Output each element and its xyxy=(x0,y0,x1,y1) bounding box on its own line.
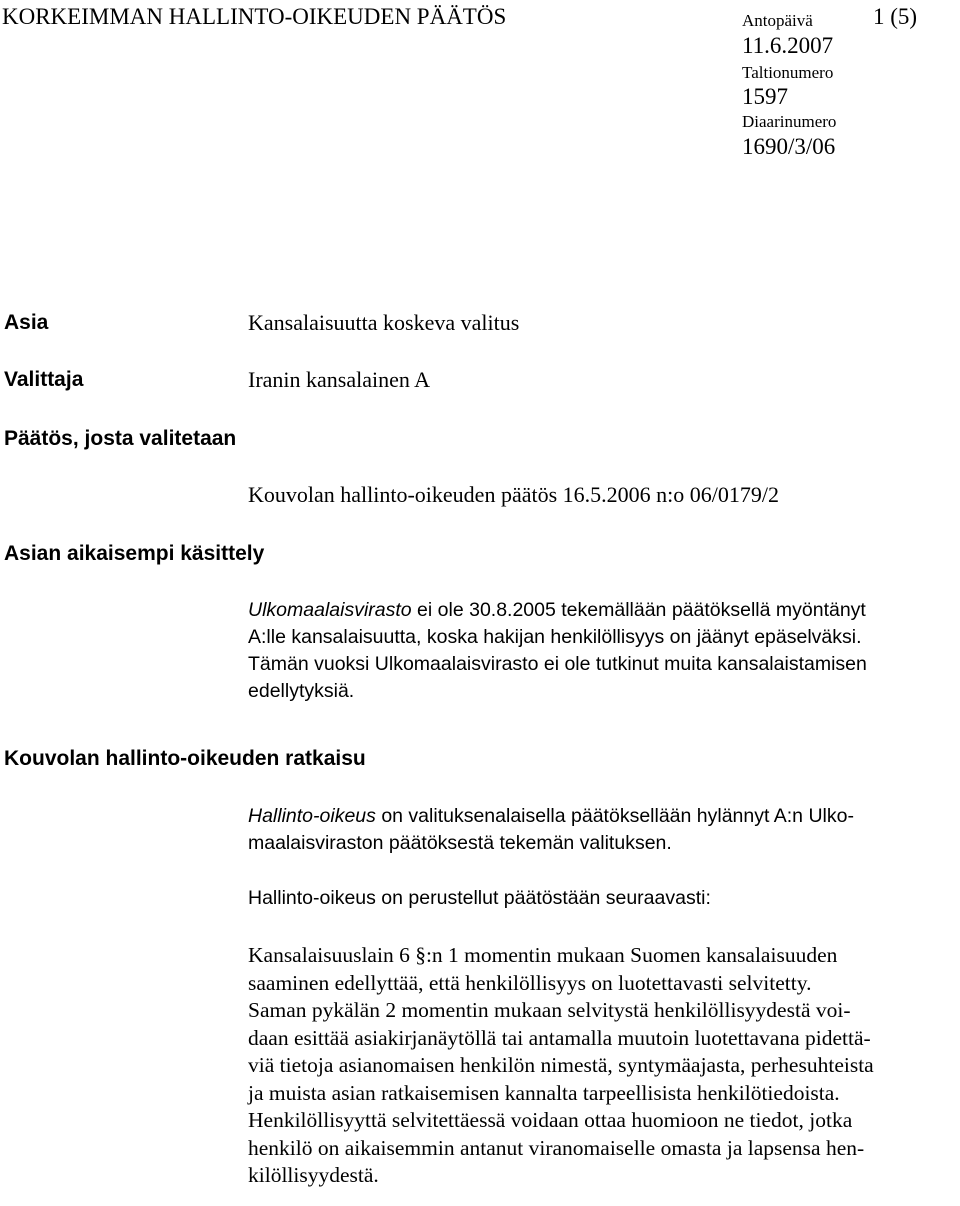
antopaiva-value: 11.6.2007 xyxy=(742,33,834,58)
paragraph-line: Tämän vuoksi Ulkomaalaisvirasto ei ole tutkinut muita kansalaistamisen xyxy=(248,653,867,675)
ratkaisu-heading: Kouvolan hallinto-oikeuden ratkaisu xyxy=(4,747,366,770)
diaarinumero-value: 1690/3/06 xyxy=(742,134,836,159)
paragraph-line: henkilö on aikaisemmin antanut viranomaiselle omasta ja lapsensa hen- xyxy=(248,1135,865,1160)
asia-value: Kansalaisuutta koskeva valitus xyxy=(248,310,520,335)
paragraph-line: Hallinto-oikeus on perustellut päätöstään seuraavasti: xyxy=(248,887,711,909)
hallinto-oikeus-italic: Hallinto-oikeus xyxy=(248,805,376,827)
line-text: ei ole 30.8.2005 tekemällään päätöksellä myöntänyt xyxy=(411,599,866,621)
ratkaisu-paragraph xyxy=(248,803,956,857)
taltionumero-value: 1597 xyxy=(742,84,788,109)
paragraph-line: daan esittää asiakirjanäytöllä tai antamalla muutoin luotettavana pidettä- xyxy=(248,1025,871,1050)
laki-paragraph xyxy=(248,942,956,1190)
paragraph-line: kilöllisyydestä. xyxy=(248,1163,379,1187)
paragraph-line: ja muista asian ratkaisemisen kannalta tarpeellisista henkilötiedoista. xyxy=(248,1080,840,1105)
page-number: 1 (5) xyxy=(873,4,918,29)
paragraph-line: Saman pykälän 2 momentin mukaan selvitystä henkilöllisyydestä voi- xyxy=(248,998,851,1022)
antopaiva-label: Antopäivä xyxy=(742,11,813,30)
asia-label: Asia xyxy=(4,311,49,334)
paragraph-line xyxy=(248,597,956,624)
valittaja-label: Valittaja xyxy=(4,368,84,391)
taltionumero-label: Taltionumero xyxy=(742,63,834,82)
paragraph-line xyxy=(248,803,956,830)
aikaisempi-paragraph xyxy=(248,597,956,705)
line-text: on valituksenalaisella päätöksellään hylännyt A:n Ulko- xyxy=(375,805,854,827)
paragraph-line: A:lle kansalaisuutta, koska hakijan henkilöllisyys on jäänyt epäselväksi. xyxy=(248,626,862,648)
aikaisempi-heading: Asian aikaisempi käsittely xyxy=(4,542,265,565)
ulkomaalaisvirasto-italic: Ulkomaalaisvirasto xyxy=(248,599,412,621)
valittaja-value: Iranin kansalainen A xyxy=(248,367,431,392)
paatos-value: Kouvolan hallinto-oikeuden päätös 16.5.2006 n:o 06/0179/2 xyxy=(248,482,779,507)
document-title: KORKEIMMAN HALLINTO-OIKEUDEN PÄÄTÖS xyxy=(2,4,507,29)
paragraph-line: saaminen edellyttää, että henkilöllisyys on luotettavasti selvitetty. xyxy=(248,970,812,995)
paragraph-line: edellytyksiä. xyxy=(248,680,355,702)
paragraph-line: viä tietoja asianomaisen henkilön nimestä, syntymäajasta, perhesuhteista xyxy=(248,1053,874,1077)
paragraph-line: maalaisviraston päätöksestä tekemän valituksen. xyxy=(248,832,672,854)
diaarinumero-label: Diaarinumero xyxy=(742,112,837,131)
paatos-label: Päätös, josta valitetaan xyxy=(4,427,237,450)
paragraph-line: Henkilöllisyyttä selvitettäessä voidaan ottaa huomioon ne tiedot, jotka xyxy=(248,1108,853,1132)
paragraph-line: Kansalaisuuslain 6 §:n 1 momentin mukaan Suomen kansalaisuuden xyxy=(248,943,838,967)
perustelut-intro xyxy=(248,885,956,912)
